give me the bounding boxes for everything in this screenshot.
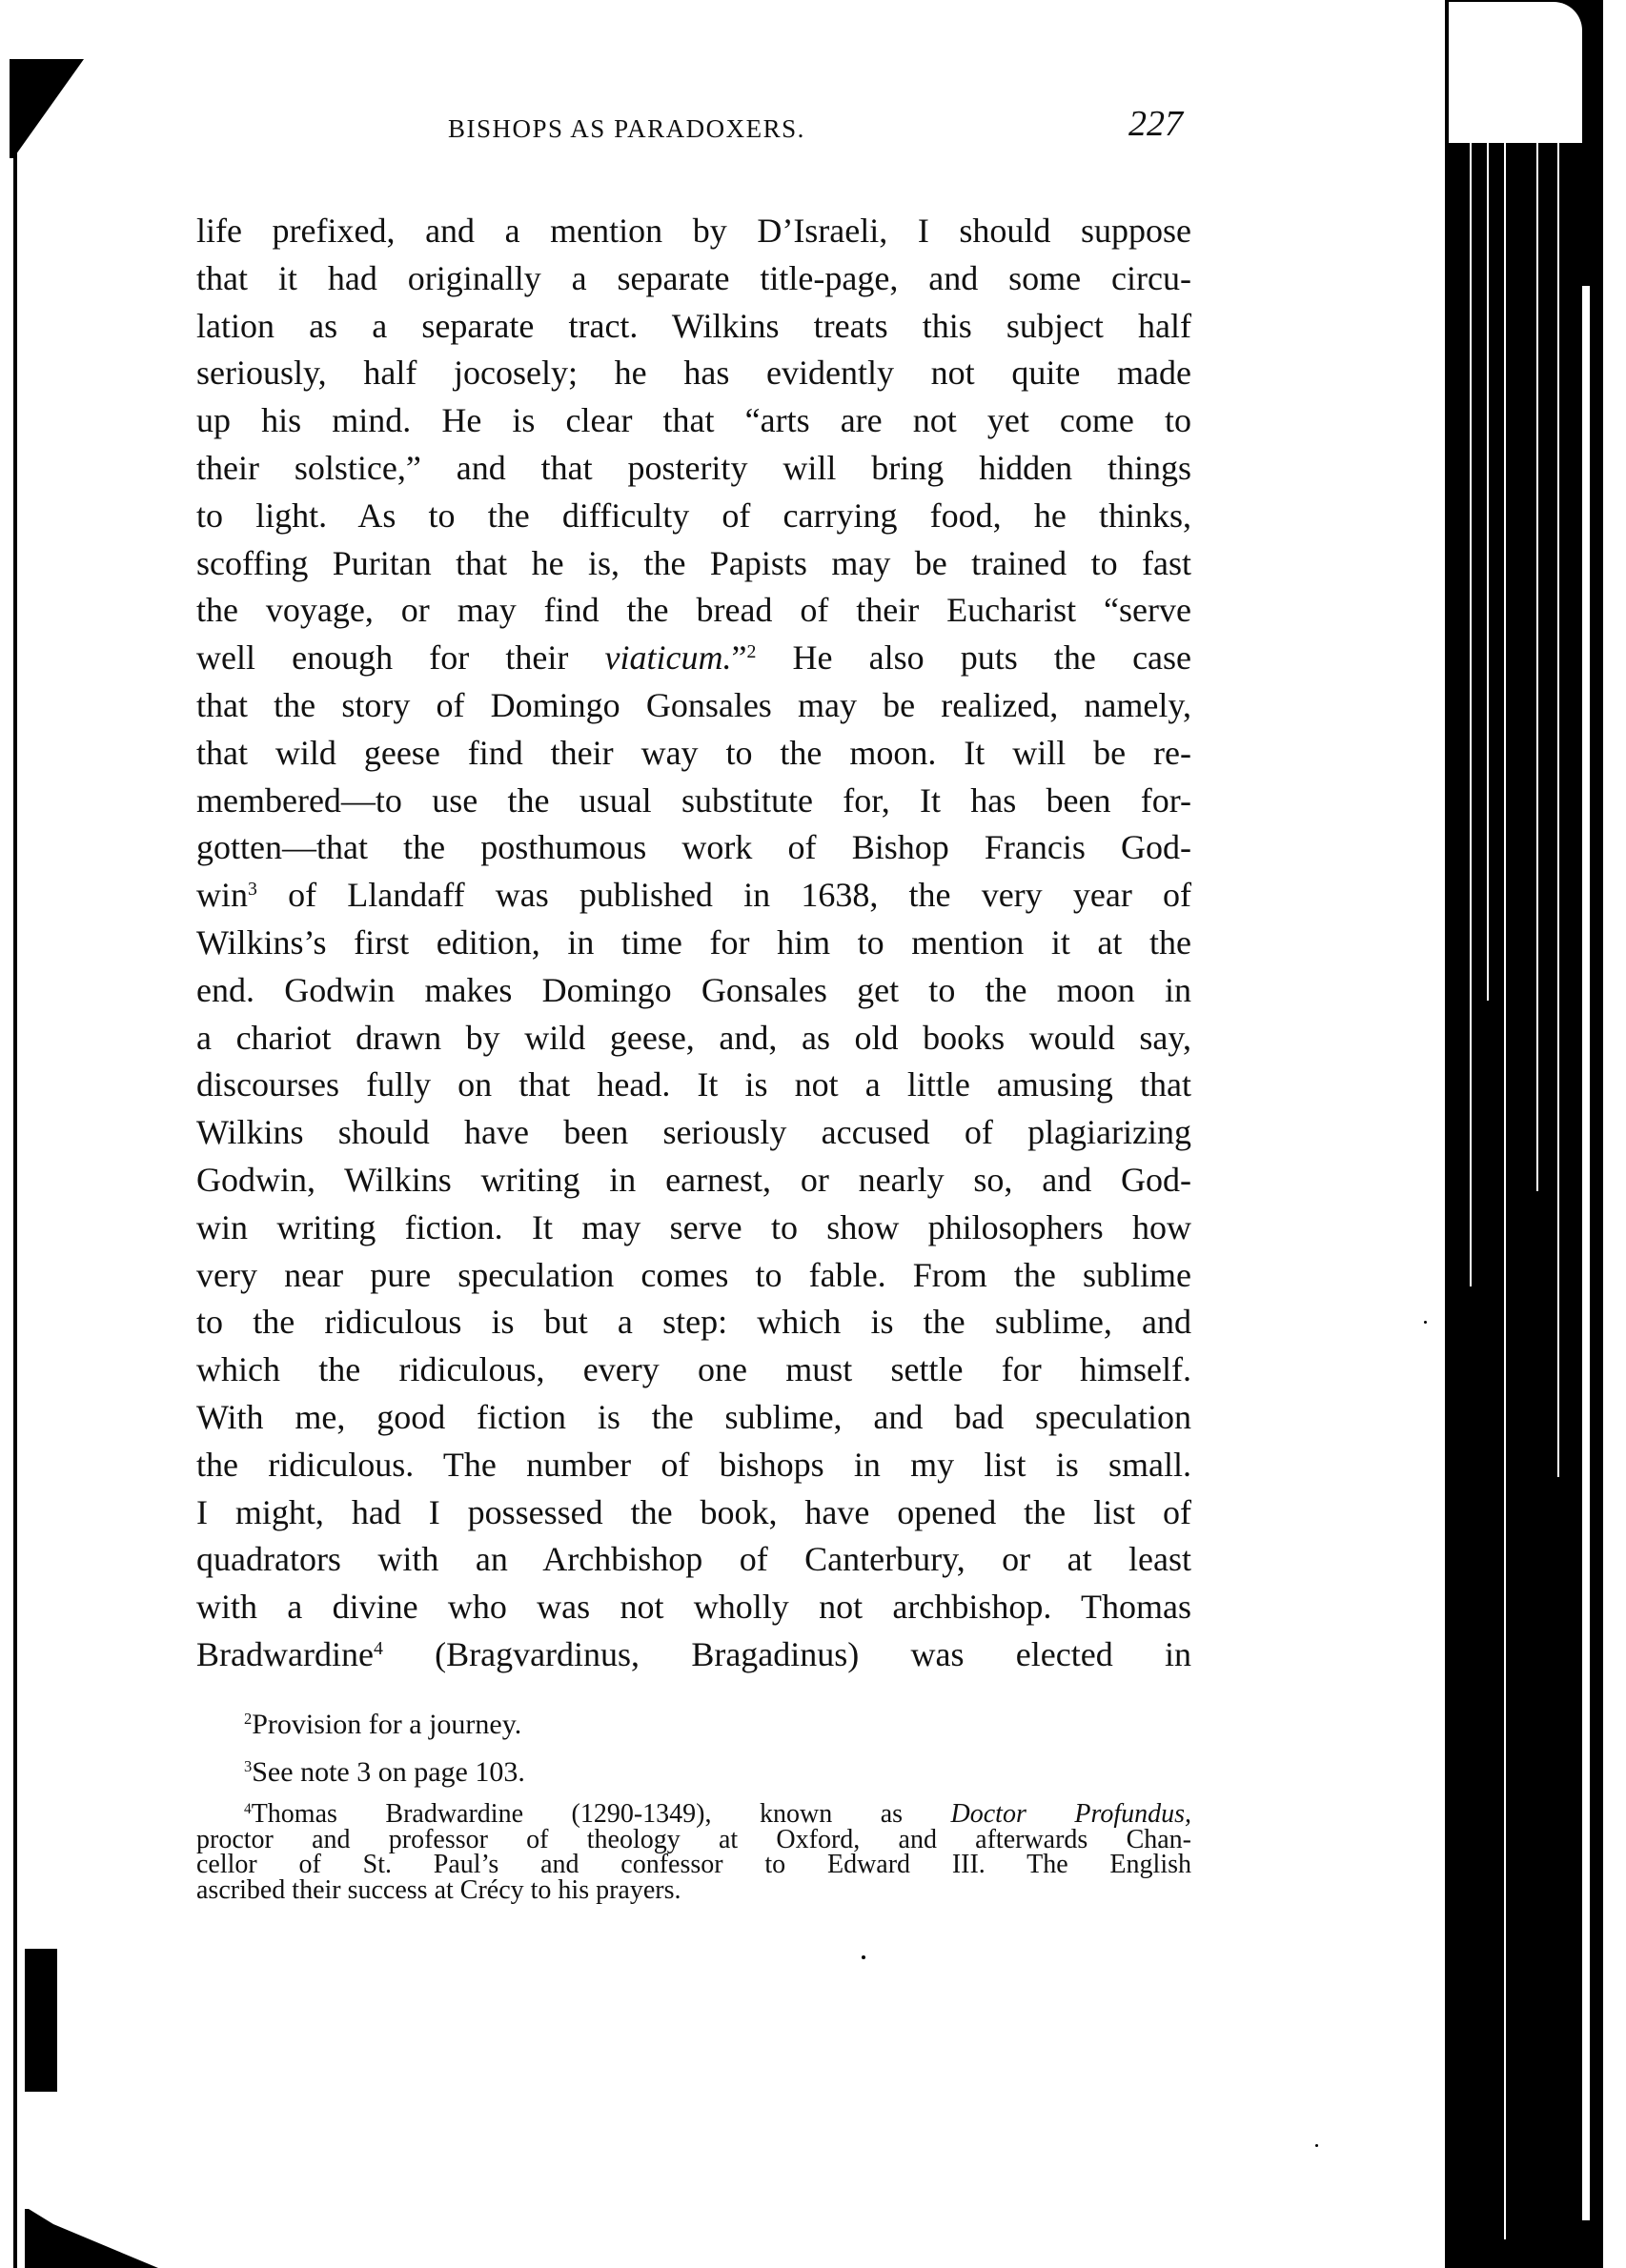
spine-stripe [1582, 286, 1590, 2220]
text-line: their solstice,” and that posterity will bring hidden things [196, 448, 1191, 487]
text-line: that wild geese find their way to the moon. It will be re- [196, 733, 1191, 772]
text-line: lation as a separate tract. Wilkins treats this subject half [196, 306, 1191, 345]
body-text [196, 208, 1191, 1679]
spine-stripe [1487, 143, 1489, 1001]
text-line: With me, good fiction is the sublime, and bad speculation [196, 1397, 1191, 1436]
text-line: Bradwardine$^4$ (Bragvardinus, Bragadinus) was elected in [196, 1634, 1191, 1673]
text-line: I might, had I possessed the book, have opened the list of [196, 1492, 1191, 1531]
text-line: win writing fiction. It may serve to show philosophers how [196, 1207, 1191, 1246]
text-line: gotten—that the posthumous work of Bishop Francis God- [196, 828, 1191, 867]
footnotes [196, 1701, 1191, 1903]
text-line: seriously, half jocosely; he has evidently not quite made [196, 354, 1191, 393]
footnote-3: $^3$See note 3 on page 103. [244, 1756, 525, 1788]
text-line: scoffing Puritan that he is, the Papists may be trained to fast [196, 543, 1191, 582]
running-head: BISHOPS AS PARADOXERS. [448, 114, 805, 143]
text-line: end. Godwin makes Domingo Gonsales get to the moon in [196, 970, 1191, 1009]
italic-title: Doctor Profundus, [950, 1799, 1191, 1829]
text-line: quadrators with an Archbishop of Canterbury, or at least [196, 1540, 1191, 1579]
text-line: the ridiculous. The number of bishops in my list is small. [196, 1445, 1191, 1484]
spine-stripe [1557, 143, 1559, 1477]
spine-stripe [1504, 143, 1506, 2239]
spine-stripe [1536, 143, 1538, 1191]
text-line: discourses fully on that head. It is not a little amusing that [196, 1065, 1191, 1104]
scan-speck [862, 1955, 865, 1959]
text-line: that the story of Domingo Gonsales may be realized, namely, [196, 685, 1191, 724]
scan-speck [1315, 2144, 1318, 2147]
text-line: with a divine who was not wholly not archbishop. Thomas [196, 1588, 1191, 1627]
footnote-number: 3 [244, 1757, 253, 1776]
page-edge-line [13, 152, 17, 2268]
text-line: to light. As to the difficulty of carrying food, he thinks, [196, 496, 1191, 535]
italic-term: viaticum. [604, 638, 732, 678]
text-line: life prefixed, and a mention by D’Israeli, I should suppose [196, 212, 1191, 250]
text-line: Wilkins’s first edition, in time for him to mention it at the [196, 922, 1191, 962]
text-line: a chariot drawn by wild geese, and, as old books would say, [196, 1018, 1191, 1057]
footnote-number: 2 [244, 1710, 253, 1729]
text-line: that it had originally a separate title-page, and some circu- [196, 258, 1191, 297]
text-line: Godwin, Wilkins writing in earnest, or nearly so, and God- [196, 1160, 1191, 1199]
footnote-4 [196, 1799, 1191, 1905]
text-line: very near pure speculation comes to fable. From the sublime [196, 1255, 1191, 1294]
text-line: up his mind. He is clear that “arts are not yet come to [196, 401, 1191, 440]
page-edge-shadow-block [25, 1949, 57, 2092]
footnote-line: cellor of St. Paul’s and confessor to Edward III. The English [196, 1850, 1191, 1879]
text-line: win$^3$ of Llandaff was published in 1638, the very year of [196, 876, 1191, 915]
footnote-line: $^4$Thomas Bradwardine (1290-1349), known as Doctor Profundus, [244, 1799, 1191, 1829]
scan-speck [1424, 1321, 1427, 1324]
footnote-ref[interactable]: 3 [248, 879, 257, 901]
text-line: membered—to use the usual substitute for, It has been for- [196, 780, 1191, 820]
footnote-number: 4 [244, 1800, 252, 1817]
text-line: the voyage, or may find the bread of their Eucharist “serve [196, 591, 1191, 630]
text-line: to the ridiculous is but a step: which is the sublime, and [196, 1303, 1191, 1342]
spine-stripe [1470, 143, 1472, 1286]
footnote-2: $^2$Provision for a journey. [244, 1709, 522, 1740]
footnote-ref[interactable]: 2 [746, 641, 757, 663]
page-corner-shadow-bottom [25, 2209, 158, 2268]
spine-top-cap [1449, 2, 1582, 143]
book-spine-edge [1445, 0, 1603, 2268]
text-line: which the ridiculous, every one must settle for himself. [196, 1350, 1191, 1389]
text-line: well enough for their viaticum.”$^2$ He also puts the case [196, 638, 1192, 678]
footnote-ref[interactable]: 4 [373, 1638, 383, 1660]
footnote-line: proctor and professor of theology at Oxford, and afterwards Chan- [196, 1824, 1191, 1854]
text-line: Wilkins should have been seriously accused of plagiarizing [196, 1113, 1191, 1152]
footnote-line: ascribed their success at Crécy to his prayers. [196, 1874, 681, 1905]
page-number: 227 [1128, 104, 1183, 144]
